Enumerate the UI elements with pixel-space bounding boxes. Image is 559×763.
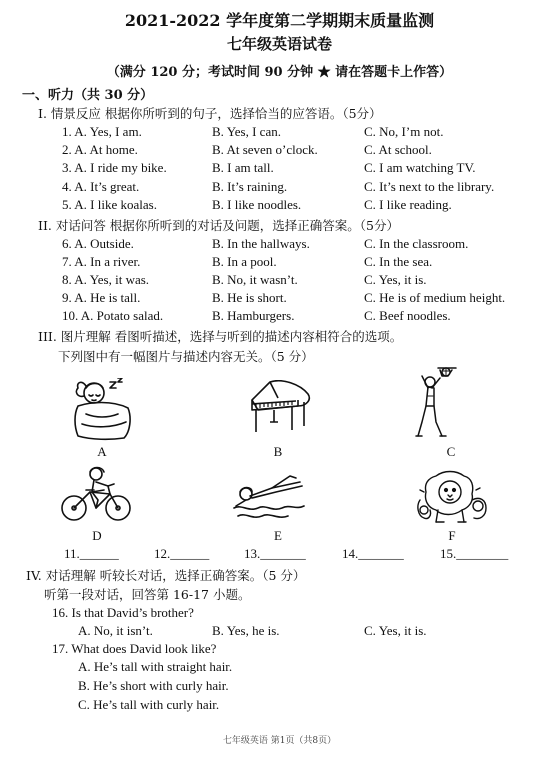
q7-option-b: B. In a pool. — [212, 254, 277, 269]
q5-option-a: 5. A. I like koalas. — [62, 197, 157, 212]
q17-option-c: C. He’s tall with curly hair. — [78, 697, 220, 712]
lion-picture — [414, 470, 490, 528]
q17-question: 17. What does David look like? — [52, 641, 217, 656]
q10-option-c: C. Beef noodles. — [364, 308, 451, 323]
sleeping-boy-picture — [72, 378, 134, 442]
section4-instruction: IV. 对话理解 听较长对话，选择正确答案。（5 分） — [26, 568, 306, 583]
q6-option-b: B. In the hallways. — [212, 236, 310, 251]
q4-option-a: 4. A. It’s great. — [62, 179, 140, 194]
answer-blank-14[interactable]: 14._______ — [342, 546, 404, 561]
q8-option-a: 8. A. Yes, it was. — [62, 272, 150, 287]
q16-question: 16. Is that David’s brother? — [52, 605, 194, 620]
exam-title: 2021-2022 学年度第二学期期末质量监测 — [124, 11, 435, 30]
q8-option-c: C. Yes, it is. — [364, 272, 427, 287]
picture-label-a: A — [97, 444, 107, 459]
piano-picture — [248, 380, 314, 436]
exam-note: （满分 120 分；考试时间 90 分钟 ★ 请在答题卡上作答） — [106, 65, 453, 80]
q5-option-c: C. I like reading. — [364, 197, 452, 212]
q16-option-c: C. Yes, it is. — [364, 623, 427, 638]
q2-option-b: B. At seven o’clock. — [212, 142, 318, 157]
section4-intro: 听第一段对话，回答第 16-17 小题。 — [44, 587, 251, 602]
listening-heading: 一、听力（共 30 分） — [22, 88, 154, 103]
picture-label-d: D — [92, 528, 102, 543]
cyclist-picture — [60, 466, 132, 524]
page-footer: 七年级英语 第1页（共8页） — [222, 736, 337, 746]
q5-option-b: B. I like noodles. — [212, 197, 302, 212]
q6-option-c: C. In the classroom. — [364, 236, 469, 251]
answer-blank-11[interactable]: 11.______ — [64, 546, 119, 561]
answer-blank-15[interactable]: 15.________ — [440, 546, 509, 561]
q3-option-a: 3. A. I ride my bike. — [62, 160, 167, 175]
q8-option-b: B. No, it wasn’t. — [212, 272, 298, 287]
q9-option-b: B. He is short. — [212, 290, 287, 305]
section1-instruction: I. 情景反应 根据你所听到的句子，选择恰当的应答语。（5分） — [38, 106, 382, 121]
answer-blank-13[interactable]: 13._______ — [244, 546, 306, 561]
q10-option-a: 10. A. Potato salad. — [62, 308, 164, 323]
q3-option-b: B. I am tall. — [212, 160, 274, 175]
q1-option-a: 1. A. Yes, I am. — [62, 124, 142, 139]
exam-subtitle: 七年级英语试卷 — [226, 35, 332, 53]
q16-option-b: B. Yes, he is. — [212, 623, 280, 638]
answer-blank-12[interactable]: 12.______ — [154, 546, 210, 561]
q7-option-c: C. In the sea. — [364, 254, 433, 269]
q1-option-b: B. Yes, I can. — [212, 124, 281, 139]
picture-label-c: C — [446, 444, 456, 459]
picture-label-f: F — [448, 528, 456, 543]
picture-label-e: E — [274, 528, 282, 543]
basketball-picture — [408, 366, 466, 442]
q3-option-c: C. I am watching TV. — [364, 160, 476, 175]
q6-option-a: 6. A. Outside. — [62, 236, 134, 251]
section3-instruction: III. 图片理解 看图听描述，选择与听到的描述内容相符合的选项。 — [38, 329, 403, 344]
section3-instruction-note: 下列图中有一幅图片与描述内容无关。（5 分） — [58, 349, 314, 364]
q10-option-b: B. Hamburgers. — [212, 308, 295, 323]
q9-option-c: C. He is of medium height. — [364, 290, 506, 305]
q7-option-a: 7. A. In a river. — [62, 254, 141, 269]
q1-option-c: C. No, I’m not. — [364, 124, 444, 139]
q9-option-a: 9. A. He is tall. — [62, 290, 141, 305]
section2-instruction: II. 对话问答 根据你所听到的对话及问题，选择正确答案。（5分） — [38, 218, 399, 233]
swimmer-picture — [232, 474, 306, 522]
q4-option-c: C. It’s next to the library. — [364, 179, 495, 194]
q16-option-a: A. No, it isn’t. — [78, 623, 153, 638]
q17-option-b: B. He’s short with curly hair. — [78, 678, 229, 693]
q17-option-a: A. He’s tall with straight hair. — [78, 659, 233, 674]
q2-option-a: 2. A. At home. — [62, 142, 138, 157]
q2-option-c: C. At school. — [364, 142, 432, 157]
q4-option-b: B. It’s raining. — [212, 179, 288, 194]
picture-label-b: B — [273, 444, 283, 459]
